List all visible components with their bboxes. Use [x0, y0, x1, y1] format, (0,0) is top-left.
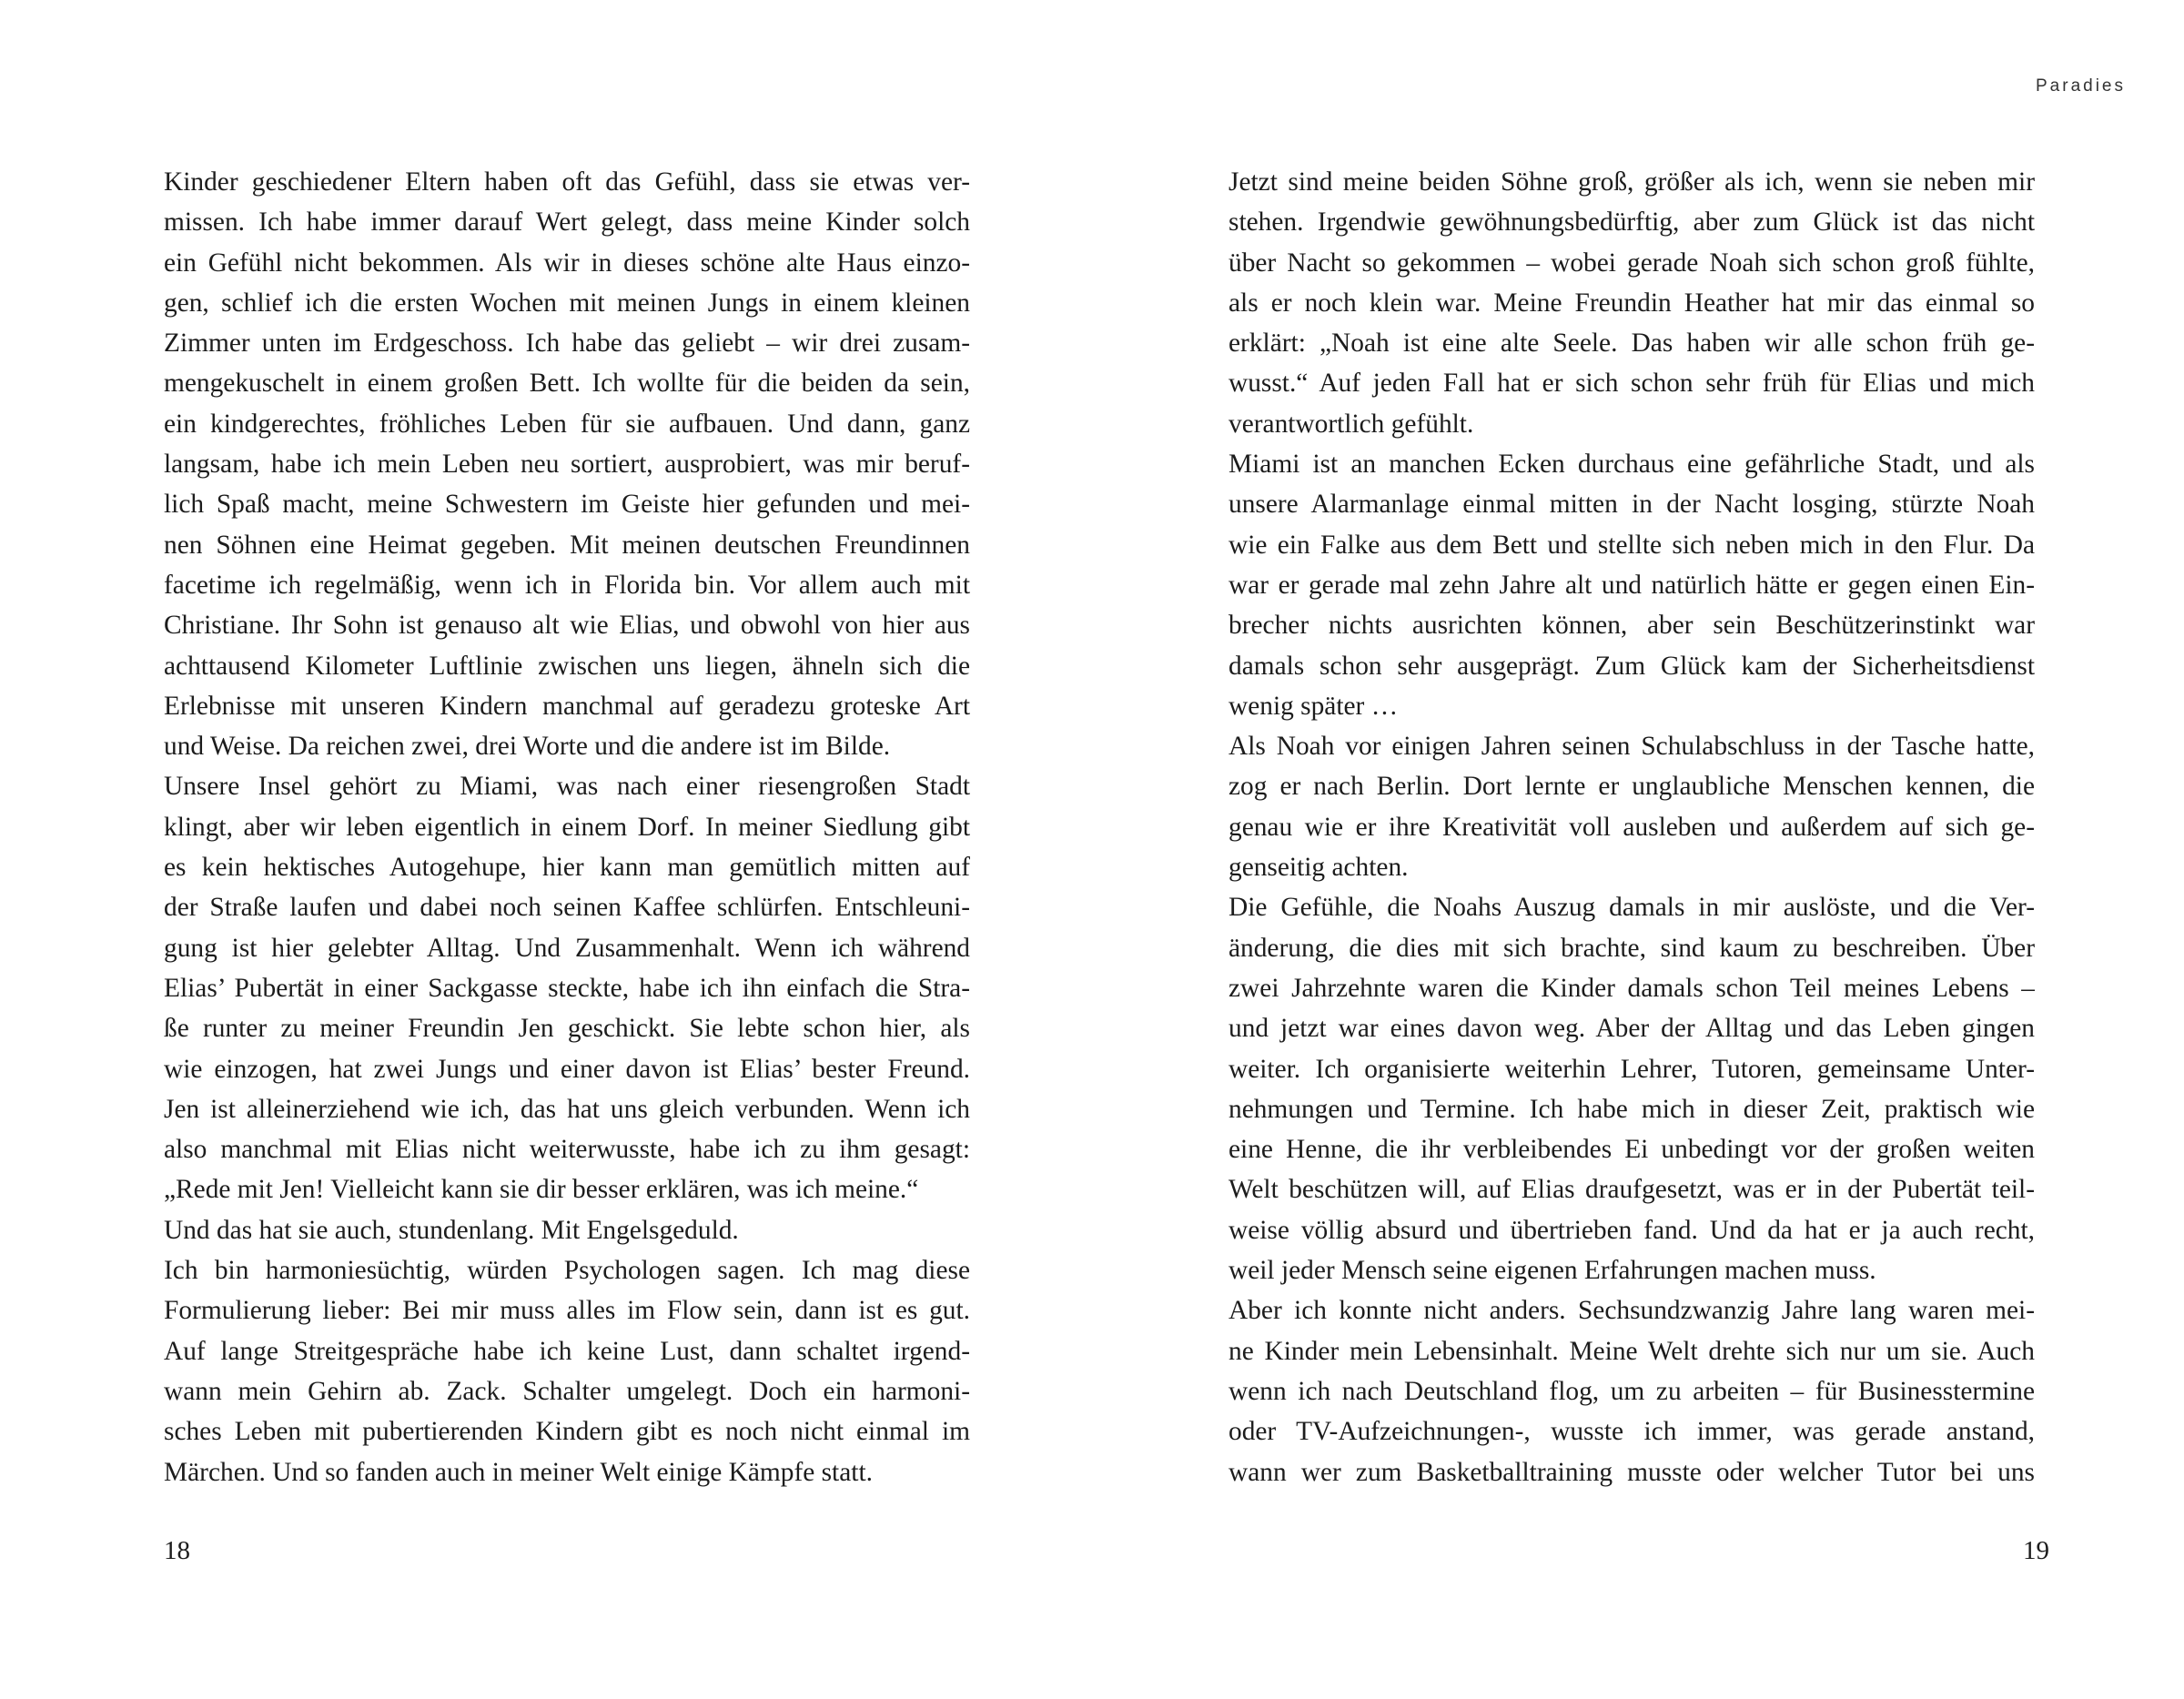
text-line: Und das hat sie auch, stundenlang. Mit Engelsgeduld.	[164, 1215, 739, 1245]
text-line: als er noch klein war. Meine Freundin Heather hat mir das einmal so	[1228, 288, 2035, 318]
text-line: ein kindgerechtes, fröhliches Leben für sie aufbauen. Und dann, ganz	[164, 409, 970, 439]
text-line: gung ist hier gelebter Alltag. Und Zusammenhalt. Wenn ich während	[164, 933, 970, 963]
text-line: Aber ich konnte nicht anders. Sechsundzwanzig Jahre lang waren mei-	[1228, 1296, 2035, 1326]
text-line: Die Gefühle, die Noahs Auszug damals in mir auslöste, und die Ver-	[1228, 893, 2035, 923]
text-line: gen, schlief ich die ersten Wochen mit meinen Jungs in einem kleinen	[164, 288, 970, 318]
text-line: klingt, aber wir leben eigentlich in einem Dorf. In meiner Siedlung gibt	[164, 812, 970, 842]
text-line: unsere Alarmanlage einmal mitten in der Nacht losging, stürzte Noah	[1228, 490, 2035, 520]
text-line: Unsere Insel gehört zu Miami, was nach einer riesengroßen Stadt	[164, 772, 970, 802]
text-line: wenig später …	[1228, 691, 1399, 721]
text-line: der Straße laufen und dabei noch seinen Kaffee schlürfen. Entschleuni-	[164, 893, 970, 923]
text-line: Zimmer unten im Erdgeschoss. Ich habe das geliebt – wir drei zusam-	[164, 329, 970, 359]
text-line: Welt beschützen will, auf Elias draufgesetzt, was er in der Pubertät teil-	[1228, 1175, 2035, 1205]
text-line: wenn ich nach Deutschland flog, um zu arbeiten – für Businesstermine	[1228, 1376, 2035, 1406]
text-line: also manchmal mit Elias nicht weiterwusste, habe ich zu ihm gesagt:	[164, 1135, 970, 1165]
text-line: Christiane. Ihr Sohn ist genauso alt wie Elias, und obwohl von hier aus	[164, 611, 970, 641]
left-page-body	[164, 162, 970, 1492]
text-line: Erlebnisse mit unseren Kindern manchmal auf geradezu groteske Art	[164, 691, 970, 721]
text-line: oder TV-Aufzeichnungen-, wusste ich immer, was gerade anstand,	[1228, 1417, 2035, 1447]
text-line: lich Spaß macht, meine Schwestern im Geiste hier gefunden und mei-	[164, 490, 970, 520]
text-line: nehmungen und Termine. Ich habe mich in dieser Zeit, praktisch wie	[1228, 1094, 2035, 1124]
text-line: genau wie er ihre Kreativität voll ausleben und außerdem auf sich ge-	[1228, 812, 2035, 842]
text-line: weiter. Ich organisierte weiterhin Lehrer, Tutoren, gemeinsame Unter-	[1228, 1054, 2035, 1084]
text-line: weise völlig absurd und übertrieben fand. Und da hat er ja auch recht,	[1228, 1215, 2035, 1245]
text-line: Jetzt sind meine beiden Söhne groß, größer als ich, wenn sie neben mir	[1228, 167, 2035, 197]
text-line: wie ein Falke aus dem Bett und stellte sich neben mich in den Flur. Da	[1228, 530, 2035, 560]
text-line: Auf lange Streitgespräche habe ich keine Lust, dann schaltet irgend-	[164, 1336, 970, 1366]
text-line: über Nacht so gekommen – wobei gerade Noah sich schon groß fühlte,	[1228, 248, 2035, 278]
text-line: eine Henne, die ihr verbleibendes Ei unbedingt vor der großen weiten	[1228, 1135, 2035, 1165]
text-line: es kein hektisches Autogehupe, hier kann man gemütlich mitten auf	[164, 853, 970, 883]
text-line: zwei Jahrzehnte waren die Kinder damals schon Teil meines Lebens –	[1228, 973, 2035, 1003]
right-page-number: 19	[2023, 1536, 2049, 1565]
text-line: erklärt: „Noah ist eine alte Seele. Das haben wir alle schon früh ge-	[1228, 329, 2035, 359]
text-line: mengekuschelt in einem großen Bett. Ich wollte für die beiden da sein,	[164, 369, 970, 399]
text-line: Kinder geschiedener Eltern haben oft das Gefühl, dass sie etwas ver-	[164, 167, 970, 197]
text-line: achttausend Kilometer Luftlinie zwischen uns liegen, ähneln sich die	[164, 651, 970, 681]
text-line: damals schon sehr ausgeprägt. Zum Glück kam der Sicherheitsdienst	[1228, 651, 2035, 681]
text-line: genseitig achten.	[1228, 853, 1409, 883]
text-line: Als Noah vor einigen Jahren seinen Schulabschluss in der Tasche hatte,	[1228, 732, 2035, 762]
text-line: ße runter zu meiner Freundin Jen geschickt. Sie lebte schon hier, als	[164, 1014, 970, 1044]
text-line: verantwortlich gefühlt.	[1228, 409, 1474, 439]
text-line: und Weise. Da reichen zwei, drei Worte und die andere ist im Bilde.	[164, 732, 891, 762]
text-line: weil jeder Mensch seine eigenen Erfahrungen machen muss.	[1228, 1256, 1876, 1286]
right-page-body	[1228, 162, 2035, 1492]
text-line: und jetzt war eines davon weg. Aber der Alltag und das Leben gingen	[1228, 1014, 2035, 1044]
text-line: Märchen. Und so fanden auch in meiner Welt einige Kämpfe statt.	[164, 1457, 873, 1487]
text-line: missen. Ich habe immer darauf Wert gelegt, dass meine Kinder solch	[164, 207, 970, 238]
running-header: Paradies	[2036, 76, 2126, 96]
text-line: änderung, die dies mit sich brachte, sind kaum zu beschreiben. Über	[1228, 933, 2035, 963]
text-line: war er gerade mal zehn Jahre alt und natürlich hätte er gegen einen Ein-	[1228, 570, 2035, 600]
text-line: langsam, habe ich mein Leben neu sortiert, ausprobiert, was mir beruf-	[164, 450, 970, 480]
text-line: wann mein Gehirn ab. Zack. Schalter umgelegt. Doch ein harmoni-	[164, 1376, 970, 1406]
text-line: wie einzogen, hat zwei Jungs und einer davon ist Elias’ bester Freund.	[164, 1054, 970, 1084]
text-line: Ich bin harmoniesüchtig, würden Psychologen sagen. Ich mag diese	[164, 1256, 970, 1286]
text-line: nen Söhnen eine Heimat gegeben. Mit meinen deutschen Freundinnen	[164, 530, 970, 560]
text-line: wann wer zum Basketballtraining musste oder welcher Tutor bei uns	[1228, 1457, 2035, 1487]
text-line: sches Leben mit pubertierenden Kindern gibt es noch nicht einmal im	[164, 1417, 970, 1447]
text-line: Formulierung lieber: Bei mir muss alles im Flow sein, dann ist es gut.	[164, 1296, 970, 1326]
text-line: ne Kinder mein Lebensinhalt. Meine Welt drehte sich nur um sie. Auch	[1228, 1336, 2035, 1366]
text-line: Miami ist an manchen Ecken durchaus eine gefährliche Stadt, und als	[1228, 450, 2035, 480]
right-page	[1092, 0, 2184, 1699]
text-line: zog er nach Berlin. Dort lernte er unglaubliche Menschen kennen, die	[1228, 772, 2035, 802]
text-line: facetime ich regelmäßig, wenn ich in Florida bin. Vor allem auch mit	[164, 570, 970, 600]
text-line: Elias’ Pubertät in einer Sackgasse steckte, habe ich ihn einfach die Stra-	[164, 973, 970, 1003]
text-line: wusst.“ Auf jeden Fall hat er sich schon sehr früh für Elias und mich	[1228, 369, 2035, 399]
text-line: ein Gefühl nicht bekommen. Als wir in dieses schöne alte Haus einzo-	[164, 248, 970, 278]
text-line: „Rede mit Jen! Vielleicht kann sie dir besser erklären, was ich meine.“	[164, 1175, 919, 1205]
text-line: Jen ist alleinerziehend wie ich, das hat uns gleich verbunden. Wenn ich	[164, 1094, 970, 1124]
text-line: stehen. Irgendwie gewöhnungsbedürftig, aber zum Glück ist das nicht	[1228, 207, 2035, 238]
text-line: brecher nichts ausrichten können, aber sein Beschützerinstinkt war	[1228, 611, 2035, 641]
left-page-number: 18	[164, 1536, 190, 1565]
